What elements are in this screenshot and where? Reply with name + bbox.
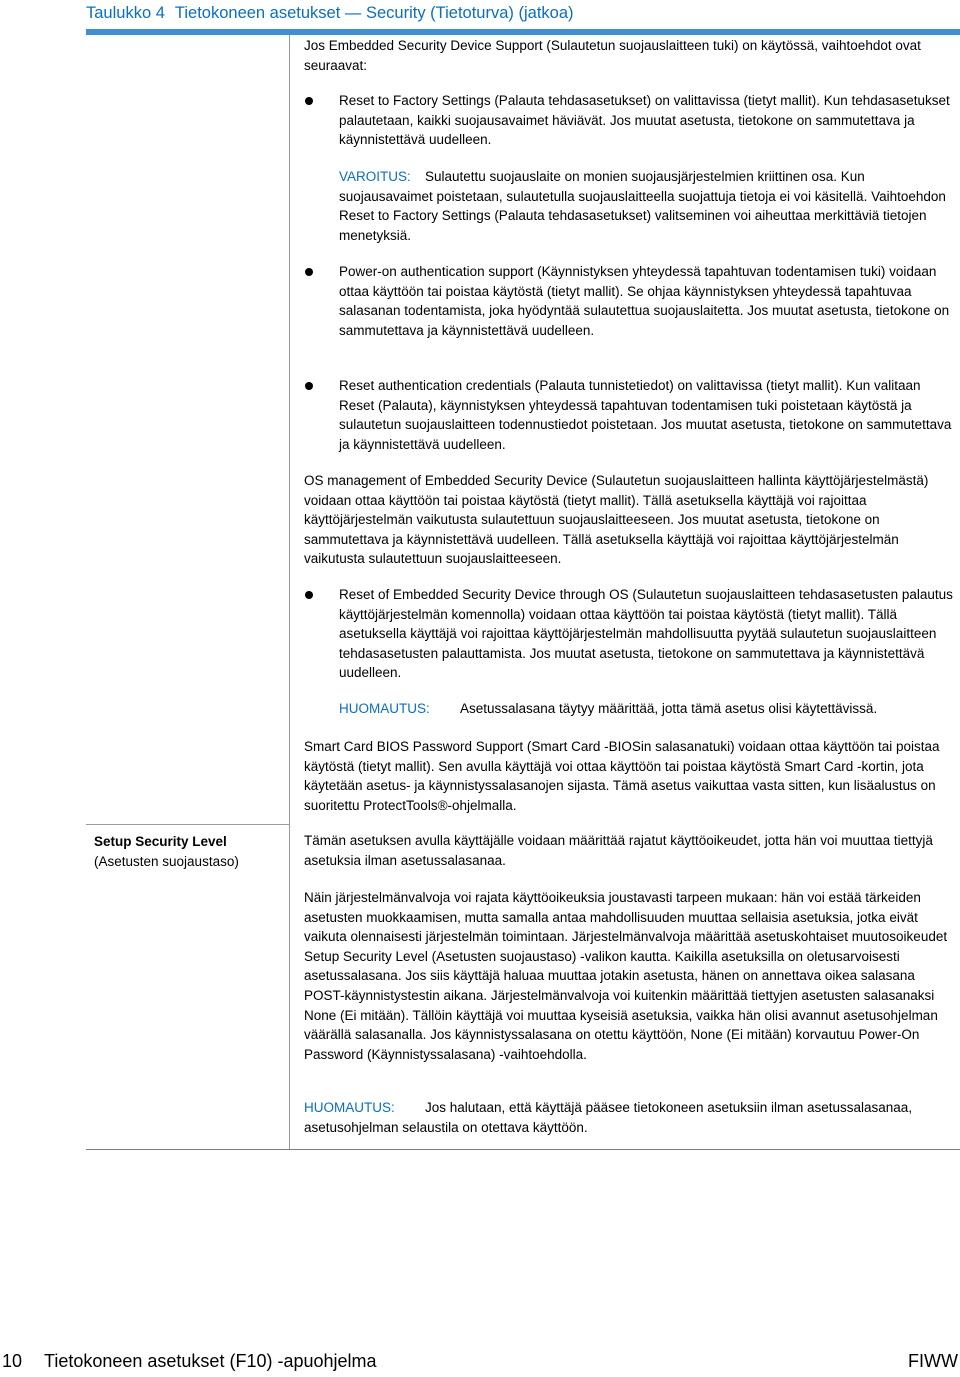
bullet-icon [305, 382, 313, 390]
warning-text: Sulautettu suojauslaite on monien suojausjärjestelmien kriittinen osa. Kun suojausavaimet poistetaan, sulautetulla suojauslaitteella suojattuja tietoja ei voi käsitellä. Vaihtoehdon Reset to Factory Settings (Palauta tehdasasetukset) valitseminen voi aiheuttaa merkittäviä tietojen menetyksiä. [339, 169, 946, 243]
setup-security-note [304, 1098, 954, 1137]
note-text: Jos halutaan, että käyttäjä pääsee tietokoneen asetuksiin ilman asetussalasanaa, asetusohjelman selaustila on otettava käyttöön. [304, 1100, 913, 1135]
column-divider [289, 35, 290, 1149]
note-text: Asetussalasana täytyy määrittää, jotta tämä asetus olisi käytettävissä. [460, 701, 878, 716]
bullet-reset-through-os: Reset of Embedded Security Device through OS (Sulautetun suojauslaitteen tehdasasetusten palautus käyttöjärjestelmän komennolla) voidaan ottaa käyttöön tai poistaa käytöstä (tietyt mallit). Tällä asetuksella käyttäjä voi rajoittaa käyttöjärjestelmän mahdollisuutta pyytää sulautetun suojauslaitteen tehdasasetusten palauttamista. Jos muutat asetusta, tietokone on sammutettava ja käynnistettävä uudelleen. [339, 587, 953, 681]
setting-name [94, 832, 239, 871]
bullet-power-on-auth: Power-on authentication support (Käynnistyksen yhteydessä tapahtuvan todentamisen tuki) voidaan ottaa käyttöön tai poistaa käytöstä (tietyt mallit). Se ohjaa käynnistyksen yhteydessä tapahtuvaa salasanan todentamista, joka hyödyntää sulautettua suojauslaitetta. Jos muutat asetusta, tietokone on sammutettava ja käynnistettävä uudelleen. [339, 264, 950, 338]
footer-title: Tietokoneen asetukset (F10) -apuohjelma [44, 1351, 377, 1371]
table-number: Taulukko 4 [86, 4, 165, 22]
smart-card-text: Smart Card BIOS Password Support (Smart Card -BIOSin salasanatuki) voidaan ottaa käyttöön tai poistaa käytöstä (tietyt mallit). Sen avulla käyttäjä voi ottaa käyttöön tai poistaa käytöstä Smart Card -kortin, jota käytetään asetus- ja käynnistyssalasanojen sijasta. Tämä asetus vaikuttaa vasta sitten, kun lisäalustus on suoritettu ProtectTools®-ohjelmalla. [304, 739, 940, 813]
caption-rule [86, 29, 960, 35]
note-box [339, 699, 954, 719]
table-bottom-rule [86, 1149, 960, 1150]
security-device-intro: Jos Embedded Security Device Support (Sulautetun suojauslaitteen tuki) on käytössä, vaihtoehdot ovat seuraavat: [304, 38, 921, 73]
warning-label: VAROITUS: [339, 169, 411, 184]
row-divider [86, 824, 289, 825]
setting-name-primary: Setup Security Level [94, 834, 227, 849]
page-number: 10 [2, 1351, 23, 1371]
bullet-reset-credentials: Reset authentication credentials (Palauta tunnistetiedot) on valittavissa (tietyt mallit). Kun valitaan Reset (Palauta), käynnistyksen yhteydessä tapahtuvan todentamisen tuki poistetaan käytöstä ja sulautetun suojauslaitteen todennustiedot poistetaan. Jos muutat asetusta, tietokone on sammutettava ja käynnistettävä uudelleen. [339, 378, 952, 452]
note-label: HUOMAUTUS: [304, 1100, 395, 1115]
bullet-icon [305, 268, 313, 276]
note-label: HUOMAUTUS: [339, 701, 430, 716]
setting-name-secondary: (Asetusten suojaustaso) [94, 853, 239, 869]
setup-security-p2: Näin järjestelmänvalvoja voi rajata käyttöoikeuksia joustavasti tarpeen mukaan: hän voi estää tärkeiden asetusten muokkaamisen, mutta samalla antaa mahdollisuuden muuttaa sellaisia asetuksia, jotka eivät vaikuta olennaisesti järjestelmän toimintaan. Järjestelmänvalvoja määrittää asetuskohtaiset muutosoikeudet Setup Security Level (Asetusten suojaustaso) -valikon kautta. Kaikilla asetuksilla on oletusarvoisesti asetussalasana. Jos siis käyttäjä haluaa muuttaa jotakin asetusta, hänen on annettava oikea salasana POST-käynnistystestin aikana. Järjestelmänvalvoja voi kuitenkin määrittää tiettyjen asetusten salasanaksi None (Ei mitään). Tällöin käyttäjä voi muuttaa kyseisiä asetuksia, vaikka hän olisi avannut asetusohjelman väärällä salasanalla. Jos käynnistyssalasana on otettu käyttöön, None (Ei mitään) korvautuu Power-On Password (Käynnistyssalasana) -vaihtoehdolla. [304, 890, 948, 1062]
table-caption [86, 4, 954, 23]
os-management-text: OS management of Embedded Security Device (Sulautetun suojauslaitteen hallinta käyttöjärjestelmästä) voidaan ottaa käyttöön tai poistaa käytöstä (tietyt mallit). Tällä asetuksella käyttäjä voi rajoittaa käyttöjärjestelmän vaikutusta sulautettuun suojauslaitteeseen. Jos muutat asetusta, tietokone on sammutettava ja käynnistettävä uudelleen. Tällä asetuksella käyttäjä voi rajoittaa käyttöjärjestelmän vaikutusta sulautettuun suojauslaitteeseen. [304, 473, 929, 567]
bullet-icon [305, 591, 313, 599]
bullet-icon [305, 97, 313, 105]
bullet-reset-factory: Reset to Factory Settings (Palauta tehdasasetukset) on valittavissa (tietyt mallit). Kun tehdasasetukset palautetaan, kaikki suojausavaimet häviävät. Jos muutat asetusta, tietokone on sammutettava ja käynnistettävä uudelleen. [339, 93, 950, 148]
table-title: Tietokoneen asetukset — Security (Tietoturva) (jatkoa) [174, 4, 574, 22]
setup-security-p1: Tämän asetuksen avulla käyttäjälle voidaan määrittää rajatut käyttöoikeudet, jotta hän voi muuttaa tiettyjä asetuksia ilman asetussalasanaa. [304, 833, 933, 868]
footer-locale: FIWW [908, 1351, 958, 1371]
warning-box [339, 167, 954, 245]
